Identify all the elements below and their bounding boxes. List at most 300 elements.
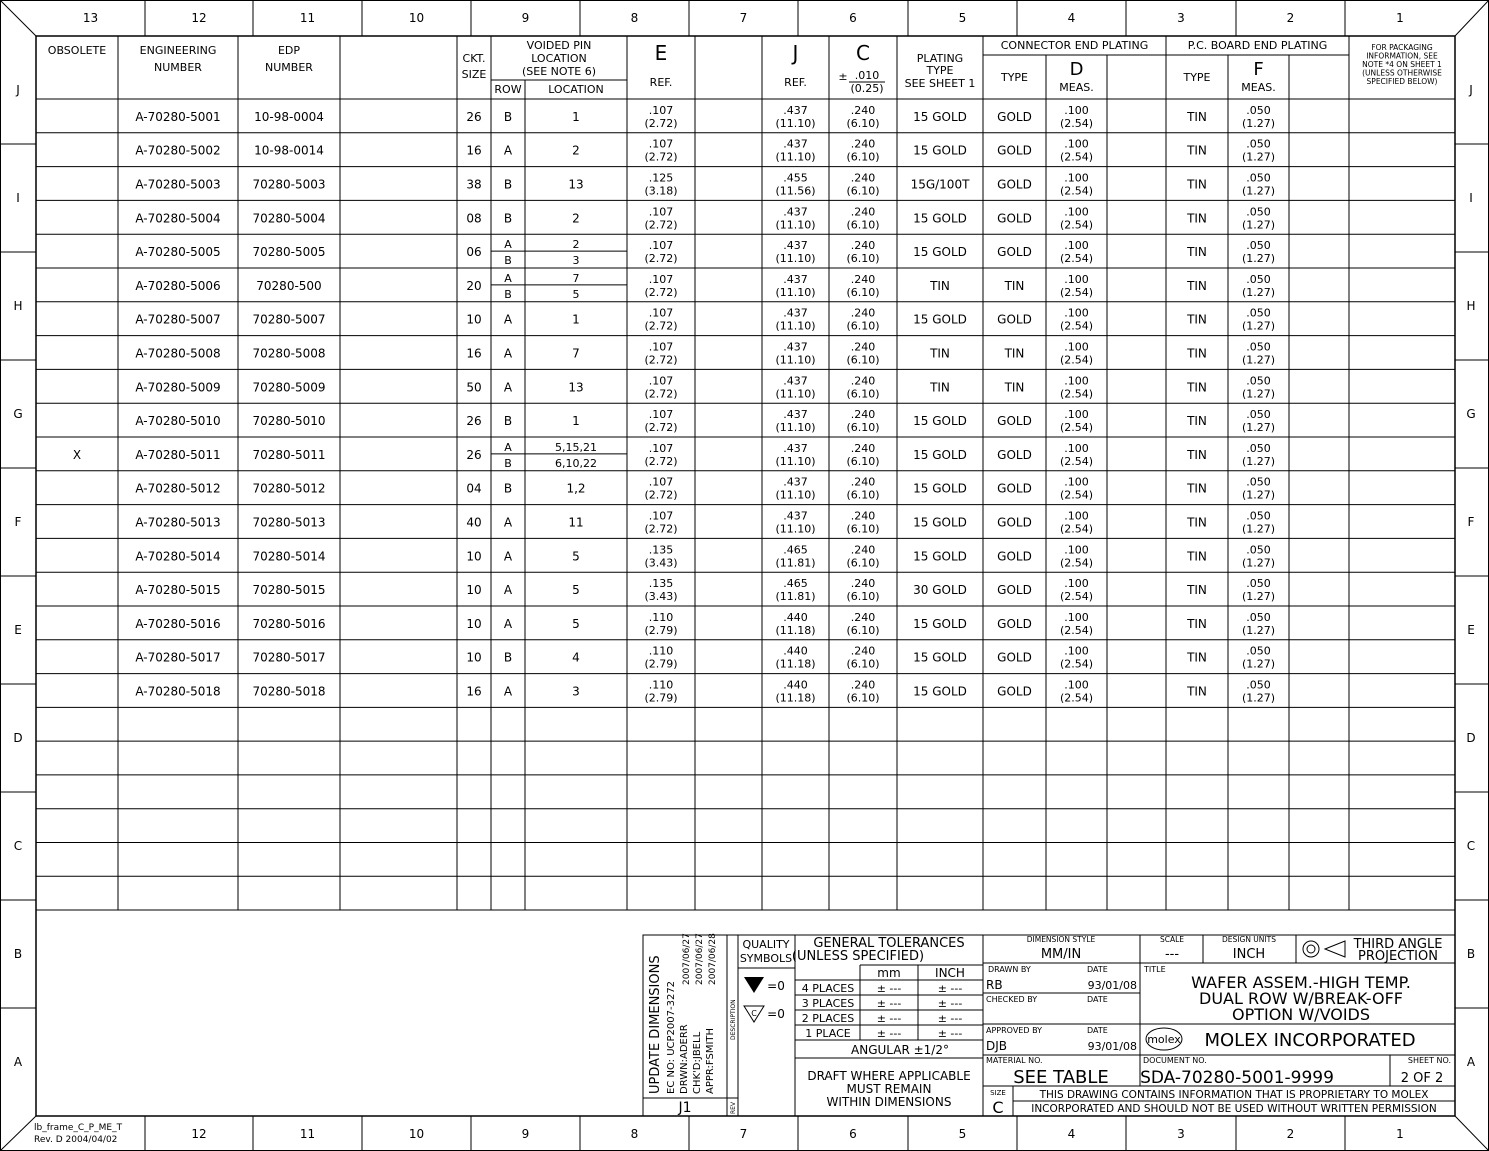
cell-e: .110	[648, 610, 674, 624]
cell-plating: 15 GOLD	[913, 481, 967, 496]
cell-conn-type: GOLD	[997, 109, 1032, 124]
tb-logo: molex	[1147, 1033, 1181, 1046]
cell-j-mm: (11.10)	[775, 218, 816, 232]
cell-f: .050	[1246, 306, 1271, 320]
cell-edp-number: 70280-5004	[252, 211, 326, 226]
zone-label-left: B	[13, 947, 23, 961]
cell-location: 13	[568, 177, 584, 192]
cell-location: 13	[568, 380, 584, 395]
cell-edp-number: 70280-5003	[252, 177, 326, 192]
cell-plating: 15 GOLD	[913, 211, 967, 226]
header-edp: EDP	[277, 44, 301, 57]
header-pcb-type: TYPE	[1183, 71, 1211, 84]
cell-j-mm: (11.10)	[775, 488, 816, 502]
zone-label-top: 10	[408, 11, 425, 25]
cell-pcb-type: TIN	[1187, 278, 1207, 293]
cell-plating: 15 GOLD	[913, 549, 967, 564]
cell-f-mm: (1.27)	[1241, 116, 1276, 130]
cell-d-mm: (2.54)	[1059, 590, 1094, 604]
tb-document-label: DOCUMENT NO.	[1143, 1056, 1207, 1065]
cell-j: .437	[783, 475, 808, 489]
cell-location: 1,2	[566, 481, 586, 496]
cell-d: .100	[1064, 441, 1089, 455]
zone-label-top: 9	[521, 11, 530, 25]
cell-d: .100	[1064, 137, 1089, 151]
cell-plating: 15 GOLD	[913, 447, 967, 462]
cell-row: A	[504, 238, 512, 252]
cell-f-mm: (1.27)	[1241, 150, 1276, 164]
tolerance-subtitle: (UNLESS SPECIFIED)	[791, 949, 925, 964]
cell-ckt-size: 10	[466, 650, 482, 665]
cell-f: .050	[1246, 272, 1271, 286]
cell-e-mm: (2.79)	[644, 691, 678, 705]
cell-engineering-number: A-70280-5011	[135, 447, 221, 462]
cell-c: .240	[850, 644, 876, 658]
cell-c: .240	[850, 678, 876, 692]
cell-conn-type: GOLD	[997, 447, 1032, 462]
tb-dim-style: MM/IN	[1040, 947, 1082, 962]
cell-pcb-type: TIN	[1187, 380, 1207, 395]
cell-row: B	[504, 254, 512, 268]
zone-label-left: E	[14, 623, 22, 637]
cell-c-mm: (6.10)	[846, 387, 880, 401]
cell-engineering-number: A-70280-5002	[135, 143, 221, 158]
cell-c-mm: (6.10)	[846, 285, 880, 299]
cell-d: .100	[1064, 103, 1089, 117]
cell-e-mm: (3.43)	[644, 590, 678, 604]
cell-e: .107	[648, 272, 674, 286]
cell-j-mm: (11.10)	[775, 353, 816, 367]
cell-j-mm: (11.10)	[775, 285, 816, 299]
tb-title: DUAL ROW W/BREAK-OFF	[1199, 989, 1403, 1008]
cell-j-mm: (11.10)	[775, 454, 816, 468]
tb-title: OPTION W/VOIDS	[1231, 1005, 1371, 1024]
tb-size: C	[992, 1098, 1004, 1117]
cell-pcb-type: TIN	[1187, 211, 1207, 226]
cell-plating: 15 GOLD	[913, 650, 967, 665]
cell-engineering-number: A-70280-5001	[135, 109, 221, 124]
cell-conn-type: GOLD	[997, 650, 1032, 665]
cell-ckt-size: 20	[466, 278, 482, 293]
cell-ckt-size: 10	[466, 312, 482, 327]
cell-ckt-size: 26	[466, 109, 482, 124]
cell-j: .437	[783, 374, 808, 388]
cell-conn-type: TIN	[1004, 278, 1025, 293]
cell-pcb-type: TIN	[1187, 312, 1207, 327]
cell-row: B	[503, 414, 513, 429]
cell-c-mm: (6.10)	[846, 116, 880, 130]
cell-e-mm: (2.72)	[644, 116, 678, 130]
header-connector-end: CONNECTOR END PLATING	[1000, 39, 1149, 52]
cell-ckt-size: 08	[466, 211, 482, 226]
cell-ckt-size: 06	[466, 245, 482, 260]
cell-edp-number: 70280-5010	[252, 414, 326, 429]
cell-row: A	[503, 549, 513, 564]
cell-j: .440	[783, 610, 808, 624]
cell-conn-type: GOLD	[997, 583, 1032, 598]
cell-conn-type: GOLD	[997, 549, 1032, 564]
tolerance-mm-value: ± ---	[876, 1027, 902, 1040]
cell-pcb-type: TIN	[1187, 245, 1207, 260]
tb-material-label: MATERIAL NO.	[986, 1056, 1043, 1065]
cell-e-mm: (2.72)	[644, 218, 678, 232]
cell-engineering-number: A-70280-5018	[135, 684, 221, 699]
tolerance-draft: WITHIN DIMENSIONS	[826, 1095, 952, 1109]
cell-f: .050	[1246, 408, 1271, 422]
revision-checked: CHK'D:JBELL	[692, 1031, 703, 1094]
cell-e: .107	[648, 509, 674, 523]
cell-location: 7	[572, 271, 580, 285]
cell-d: .100	[1064, 171, 1089, 185]
cell-f: .050	[1246, 475, 1271, 489]
cell-f: .050	[1246, 644, 1271, 658]
cell-pcb-type: TIN	[1187, 414, 1207, 429]
cell-pcb-type: TIN	[1187, 143, 1207, 158]
tb-proprietary: THIS DRAWING CONTAINS INFORMATION THAT IS PROPRIETARY TO MOLEX	[1039, 1089, 1429, 1101]
cell-f-mm: (1.27)	[1241, 353, 1276, 367]
cell-c: .240	[850, 374, 876, 388]
zone-label-top: 5	[958, 11, 967, 25]
quality-symbols: SYMBOLS	[739, 952, 793, 965]
header-engineering: ENGINEERING	[139, 44, 217, 57]
cell-d-mm: (2.54)	[1059, 353, 1094, 367]
zone-label-left: J	[16, 83, 20, 97]
cell-row: B	[504, 456, 512, 470]
cell-ckt-size: 10	[466, 583, 482, 598]
cell-c: .240	[850, 103, 876, 117]
cell-edp-number: 70280-5017	[252, 650, 326, 665]
cell-c-mm: (6.10)	[846, 556, 880, 570]
header-obsolete: OBSOLETE	[47, 44, 107, 57]
cell-f-mm: (1.27)	[1241, 454, 1276, 468]
zone-label-bottom: 6	[849, 1127, 857, 1141]
cell-f: .050	[1246, 171, 1271, 185]
tb-design-units: INCH	[1232, 947, 1266, 962]
cell-row: A	[503, 143, 513, 158]
cell-location: 5,15,21	[555, 440, 597, 454]
cell-plating: 15 GOLD	[913, 414, 967, 429]
zone-label-bottom: 7	[739, 1127, 748, 1141]
cell-f: .050	[1246, 577, 1271, 591]
cell-f: .050	[1246, 374, 1271, 388]
cell-ckt-size: 16	[466, 346, 482, 361]
frame-rev: Rev. D 2004/04/02	[34, 1135, 118, 1145]
tb-drawn-by-label: DRAWN BY	[988, 965, 1031, 974]
cell-j-mm: (11.56)	[775, 184, 816, 198]
cell-d-mm: (2.54)	[1059, 387, 1094, 401]
cell-e-mm: (2.72)	[644, 454, 678, 468]
cell-f-mm: (1.27)	[1241, 319, 1276, 333]
cell-j-mm: (11.18)	[775, 623, 816, 637]
tb-approved-date: 93/01/08	[1087, 1040, 1137, 1053]
tb-dim-style-label: DIMENSION STYLE	[1026, 935, 1096, 944]
tolerance-mm-value: ± ---	[876, 982, 902, 995]
cell-f: .050	[1246, 610, 1271, 624]
zone-label-right: F	[1467, 515, 1475, 529]
revision-id: J1	[678, 1100, 692, 1116]
zone-label-right: E	[1467, 623, 1475, 637]
zone-label-top: 4	[1067, 11, 1076, 25]
cell-plating: 15 GOLD	[913, 245, 967, 260]
zone-label-top: 8	[630, 11, 639, 25]
cell-f-mm: (1.27)	[1241, 623, 1276, 637]
cell-f-mm: (1.27)	[1241, 488, 1276, 502]
cell-f-mm: (1.27)	[1241, 184, 1276, 198]
cell-row: A	[503, 312, 513, 327]
quality-eq: =0	[767, 979, 785, 993]
cell-j-mm: (11.81)	[775, 590, 816, 604]
cell-c: .240	[850, 306, 876, 320]
header-j-ref: REF.	[784, 76, 807, 89]
cell-row: B	[503, 211, 513, 226]
cell-c-mm: (6.10)	[846, 353, 880, 367]
header-e-ref: REF.	[649, 76, 673, 89]
cell-ckt-size: 26	[466, 447, 482, 462]
tb-document: SDA-70280-5001-9999	[1140, 1068, 1334, 1088]
cell-c-mm: (6.10)	[846, 454, 880, 468]
cell-c-mm: (6.10)	[846, 522, 880, 536]
header-packaging: FOR PACKAGING	[1371, 43, 1433, 52]
cell-engineering-number: A-70280-5012	[135, 481, 221, 496]
cell-d: .100	[1064, 408, 1089, 422]
tolerance-title: GENERAL TOLERANCES	[813, 936, 965, 951]
tb-date-label: DATE	[1087, 995, 1108, 1004]
cell-engineering-number: A-70280-5009	[135, 380, 221, 395]
cell-e: .110	[648, 678, 674, 692]
header-packaging: INFORMATION, SEE	[1366, 51, 1438, 61]
cell-j: .465	[783, 577, 808, 591]
cell-edp-number: 10-98-0014	[254, 143, 324, 158]
cell-f: .050	[1246, 441, 1271, 455]
cell-engineering-number: A-70280-5006	[135, 278, 221, 293]
header-see-sheet: SEE SHEET 1	[904, 77, 976, 90]
cell-engineering-number: A-70280-5008	[135, 346, 221, 361]
header-conn-type: TYPE	[1000, 71, 1029, 84]
cell-f: .050	[1246, 205, 1271, 219]
cell-e: .107	[648, 306, 674, 320]
cell-ckt-size: 16	[466, 684, 482, 699]
header-c-tol-mm: (0.25)	[850, 82, 884, 95]
cell-e: .107	[648, 103, 674, 117]
cell-pcb-type: TIN	[1187, 650, 1207, 665]
zone-label-left: A	[13, 1055, 23, 1069]
cell-plating: 30 GOLD	[913, 583, 967, 598]
cell-c: .240	[850, 509, 876, 523]
cell-f-mm: (1.27)	[1241, 285, 1276, 299]
cell-pcb-type: TIN	[1187, 684, 1207, 699]
header-row: ROW	[494, 83, 522, 96]
cell-e: .107	[648, 475, 674, 489]
cell-j-mm: (11.18)	[775, 691, 816, 705]
cell-j: .437	[783, 239, 808, 253]
zone-label-right: I	[1469, 191, 1473, 205]
cell-j: .440	[783, 644, 808, 658]
cell-d: .100	[1064, 610, 1089, 624]
quality-eq: =0	[767, 1007, 785, 1021]
cell-conn-type: GOLD	[997, 414, 1032, 429]
cell-e-mm: (3.18)	[644, 184, 678, 198]
cell-edp-number: 70280-5013	[252, 515, 326, 530]
cell-d: .100	[1064, 374, 1089, 388]
header-c: C	[856, 41, 870, 65]
header-see-note: (SEE NOTE 6)	[521, 65, 597, 78]
cell-f: .050	[1246, 137, 1271, 151]
cell-f-mm: (1.27)	[1241, 387, 1276, 401]
cell-e: .135	[648, 577, 674, 591]
revision-date: 2007/06/27	[695, 933, 705, 985]
cell-d-mm: (2.54)	[1059, 285, 1094, 299]
cell-location: 1	[572, 109, 580, 124]
tb-size-label: SIZE	[990, 1089, 1006, 1097]
quality-title: QUALITY	[742, 938, 790, 951]
zone-label-bottom: 2	[1286, 1127, 1295, 1141]
cell-row: B	[504, 287, 512, 301]
cell-e-mm: (3.43)	[644, 556, 678, 570]
cell-d-mm: (2.54)	[1059, 252, 1094, 266]
zone-label-left: G	[13, 407, 23, 421]
cell-d-mm: (2.54)	[1059, 116, 1094, 130]
frame-id: lb_frame_C_P_ME_T	[34, 1123, 123, 1133]
cell-d: .100	[1064, 644, 1089, 658]
revision-ec: EC NO: UCP2007-3272	[666, 980, 677, 1094]
cell-e: .125	[648, 171, 674, 185]
cell-edp-number: 10-98-0004	[254, 109, 324, 124]
cell-f: .050	[1246, 103, 1271, 117]
cell-pcb-type: TIN	[1187, 515, 1207, 530]
cell-d: .100	[1064, 509, 1089, 523]
cell-pcb-type: TIN	[1187, 616, 1207, 631]
cell-edp-number: 70280-5016	[252, 616, 326, 631]
cell-ckt-size: 04	[466, 481, 482, 496]
revision-date: 2007/06/28	[708, 933, 718, 985]
cell-j-mm: (11.10)	[775, 319, 816, 333]
tb-date-label: DATE	[1087, 965, 1108, 974]
cell-pcb-type: TIN	[1187, 177, 1207, 192]
tb-material: SEE TABLE	[1013, 1067, 1109, 1088]
cell-conn-type: GOLD	[997, 177, 1032, 192]
cell-f: .050	[1246, 340, 1271, 354]
cell-j: .437	[783, 441, 808, 455]
cell-c: .240	[850, 543, 876, 557]
cell-e: .107	[648, 374, 674, 388]
cell-conn-type: GOLD	[997, 143, 1032, 158]
header-f-meas: MEAS.	[1241, 81, 1276, 94]
cell-conn-type: GOLD	[997, 481, 1032, 496]
cell-c-mm: (6.10)	[846, 150, 880, 164]
zone-label-right: A	[1466, 1055, 1476, 1069]
tb-projection: THIRD ANGLE	[1353, 937, 1443, 952]
tb-drawn-date: 93/01/08	[1087, 979, 1137, 992]
tb-company: MOLEX INCORPORATED	[1204, 1030, 1416, 1051]
cell-location: 3	[572, 254, 580, 268]
cell-c-mm: (6.10)	[846, 623, 880, 637]
tolerance-inch-value: ± ---	[937, 1027, 963, 1040]
revision-drawn: DRWN:ADERR	[679, 1024, 690, 1094]
cell-plating: 15 GOLD	[913, 312, 967, 327]
tolerance-draft: DRAFT WHERE APPLICABLE	[807, 1069, 971, 1083]
cell-d-mm: (2.54)	[1059, 421, 1094, 435]
zone-label-bottom: 1	[1396, 1127, 1404, 1141]
cell-e-mm: (2.72)	[644, 150, 678, 164]
cell-c: .240	[850, 171, 876, 185]
tb-date-label: DATE	[1087, 1026, 1108, 1035]
cell-c: .240	[850, 475, 876, 489]
cell-location: 2	[572, 238, 580, 252]
cell-pcb-type: TIN	[1187, 481, 1207, 496]
cell-e-mm: (2.72)	[644, 353, 678, 367]
cell-edp-number: 70280-5018	[252, 684, 326, 699]
cell-d: .100	[1064, 340, 1089, 354]
cell-e-mm: (2.72)	[644, 252, 678, 266]
cell-engineering-number: A-70280-5003	[135, 177, 221, 192]
header-edp-number: NUMBER	[265, 61, 313, 74]
tolerance-inch-value: ± ---	[937, 1012, 963, 1025]
tb-scale-label: SCALE	[1159, 935, 1185, 944]
cell-location: 2	[572, 211, 580, 226]
zone-label-bottom: 8	[630, 1127, 639, 1141]
tolerance-inch-value: ± ---	[937, 982, 963, 995]
cell-ckt-size: 40	[466, 515, 482, 530]
cell-row: B	[503, 109, 513, 124]
tb-projection: PROJECTION	[1358, 949, 1438, 964]
cell-location: 5	[572, 287, 580, 301]
cell-c-mm: (6.10)	[846, 184, 880, 198]
cell-d: .100	[1064, 577, 1089, 591]
cell-f: .050	[1246, 509, 1271, 523]
cell-plating: 15 GOLD	[913, 143, 967, 158]
cell-f: .050	[1246, 239, 1271, 253]
cell-d-mm: (2.54)	[1059, 184, 1094, 198]
cell-conn-type: GOLD	[997, 616, 1032, 631]
revision-date: 2007/06/27	[682, 933, 692, 985]
cell-e: .110	[648, 644, 674, 658]
tolerance-angular: ANGULAR ±1/2°	[851, 1043, 949, 1057]
cell-location: 5	[572, 549, 580, 564]
cell-ckt-size: 26	[466, 414, 482, 429]
cell-e-mm: (2.72)	[644, 387, 678, 401]
cell-edp-number: 70280-5015	[252, 583, 326, 598]
tolerance-mm: mm	[877, 966, 901, 980]
cell-e-mm: (2.72)	[644, 285, 678, 299]
cell-c-mm: (6.10)	[846, 421, 880, 435]
cell-location: 5	[572, 583, 580, 598]
cell-location: 2	[572, 143, 580, 158]
cell-d: .100	[1064, 678, 1089, 692]
cell-d-mm: (2.54)	[1059, 319, 1094, 333]
zone-label-bottom: 4	[1067, 1127, 1076, 1141]
header-ckt-size: SIZE	[461, 68, 487, 81]
cell-d-mm: (2.54)	[1059, 522, 1094, 536]
cell-row: A	[504, 440, 512, 454]
tolerance-places: 4 PLACES	[801, 982, 855, 995]
zone-label-top: 3	[1177, 11, 1185, 25]
cell-c: .240	[850, 577, 876, 591]
cell-f-mm: (1.27)	[1241, 218, 1276, 232]
zone-label-bottom: 9	[521, 1127, 530, 1141]
cell-ckt-size: 10	[466, 616, 482, 631]
cell-d-mm: (2.54)	[1059, 454, 1094, 468]
cell-plating: 15 GOLD	[913, 515, 967, 530]
cell-j: .437	[783, 509, 808, 523]
tb-sheet: 2 OF 2	[1400, 1071, 1444, 1086]
cell-obsolete: X	[72, 447, 82, 462]
cell-j-mm: (11.10)	[775, 387, 816, 401]
tolerance-mm-value: ± ---	[876, 1012, 902, 1025]
cell-location: 1	[572, 414, 580, 429]
zone-label-top: 12	[191, 11, 207, 25]
cell-row: A	[503, 346, 513, 361]
cell-j: .437	[783, 272, 808, 286]
